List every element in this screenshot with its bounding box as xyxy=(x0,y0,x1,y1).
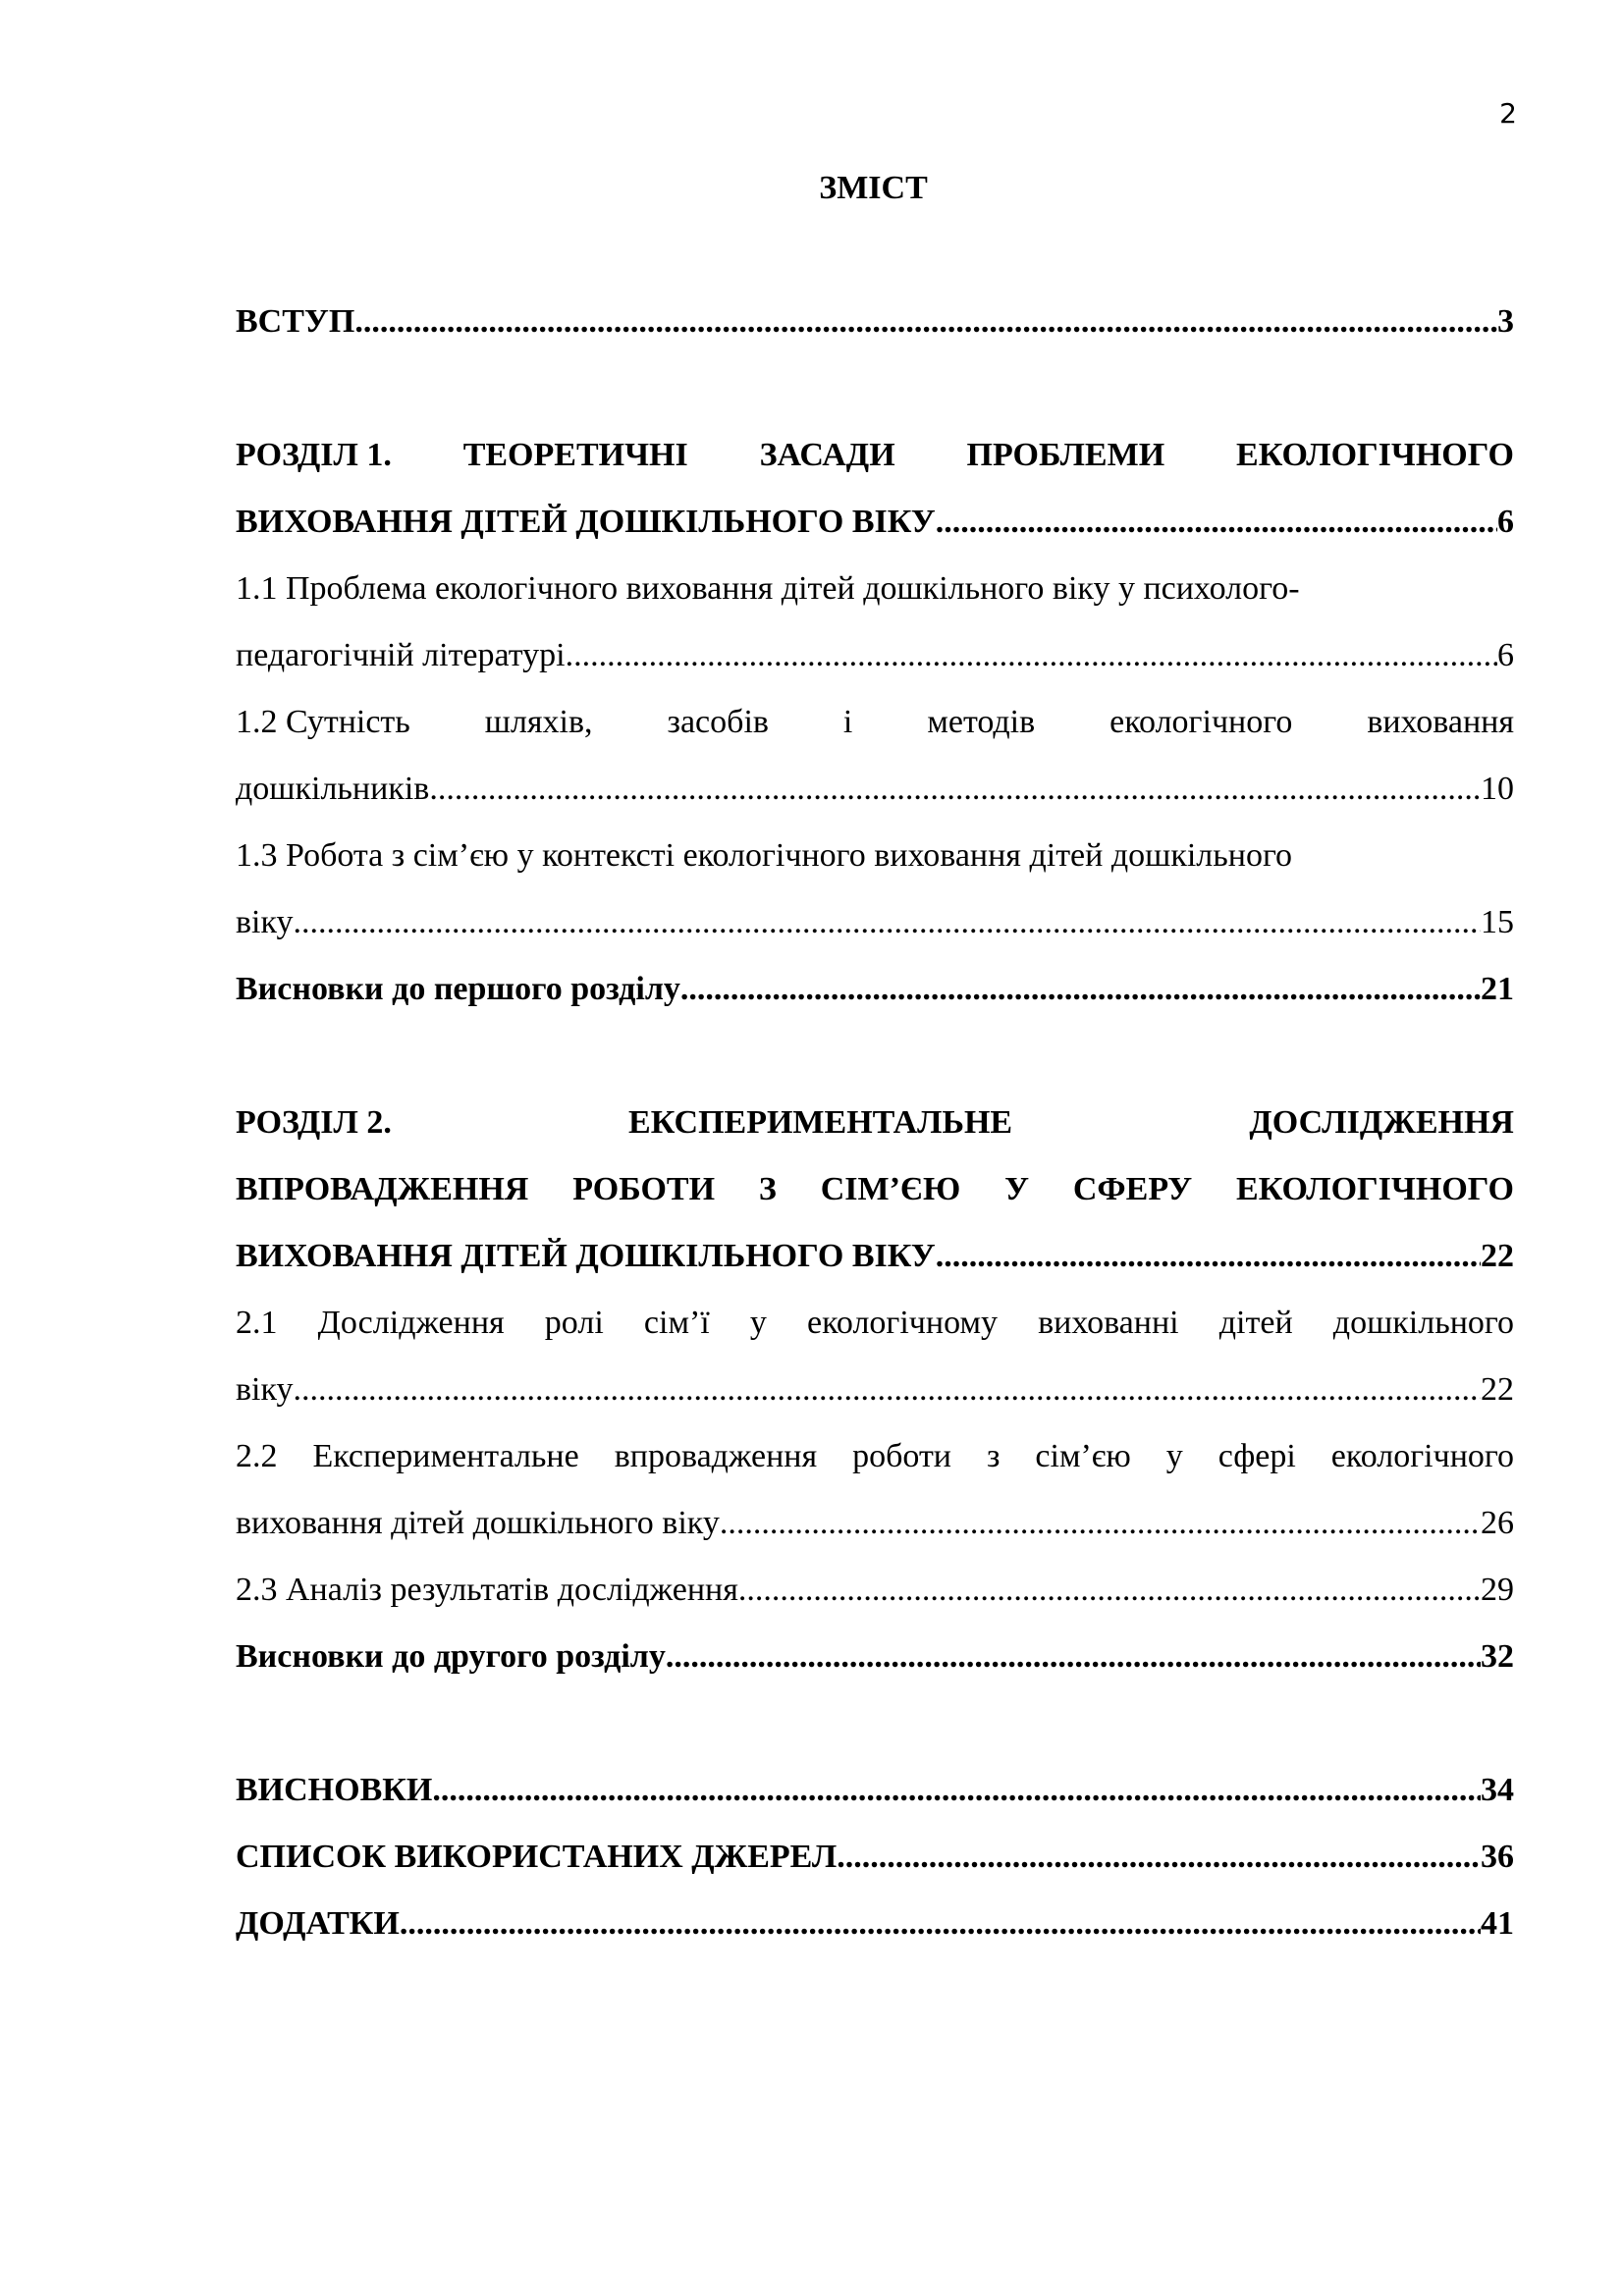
toc-entry-text: ДОДАТКИ xyxy=(236,1905,400,1942)
toc-entry-1-3-line1[interactable]: 1.3 Робота з сім’єю у контексті екологічного виховання дітей дошкільного xyxy=(236,837,1293,874)
toc-entry-1-1-line1[interactable]: 1.1 Проблема екологічного виховання дітей дошкільного віку у психолого- xyxy=(236,570,1300,607)
toc-entry-1-1-line2[interactable] xyxy=(236,622,1514,689)
dot-leader xyxy=(936,489,1497,556)
toc-page-number: 22 xyxy=(1481,1371,1514,1408)
dot-leader xyxy=(936,1223,1481,1290)
toc-entry-text: Висновки до другого розділу xyxy=(236,1638,666,1675)
toc-entry-2-3[interactable] xyxy=(236,1557,1514,1624)
toc-word: ЕКСПЕРИМЕНТАЛЬНЕ xyxy=(628,1104,1013,1141)
dot-leader xyxy=(400,1891,1481,1957)
toc-entry-section1-line2[interactable] xyxy=(236,489,1514,556)
toc-entry-appendices[interactable] xyxy=(236,1891,1514,1957)
toc-entry-sources[interactable] xyxy=(236,1824,1514,1891)
toc-entry-section2-line2[interactable]: ВПРОВАДЖЕННЯ РОБОТИ З СІМ’ЄЮ У СФЕРУ ЕКОЛОГІЧНОГО xyxy=(236,1171,1514,1207)
toc-word: ДОСЛІДЖЕННЯ xyxy=(1249,1104,1514,1141)
toc-word: ЗАСАДИ xyxy=(759,437,895,473)
toc-word: шляхів, xyxy=(484,704,593,740)
toc-page-number: 36 xyxy=(1481,1839,1514,1875)
toc-word: методів xyxy=(927,704,1036,740)
dot-leader xyxy=(294,1357,1481,1423)
toc-word: ТЕОРЕТИЧНІ xyxy=(462,437,688,473)
toc-entry-text: ВСТУП xyxy=(236,303,355,340)
dot-leader xyxy=(354,289,1497,355)
dot-leader xyxy=(294,889,1481,956)
toc-word: РОЗДІЛ 2. xyxy=(236,1104,392,1141)
dot-leader xyxy=(429,756,1481,823)
dot-leader xyxy=(666,1624,1481,1690)
toc-entry-1-2-line2[interactable] xyxy=(236,756,1514,823)
toc-entry-section2-line1[interactable] xyxy=(236,1090,1514,1156)
toc-entry-2-2-line1[interactable]: 2.2 Експериментальне впровадження роботи з сім’єю у сфері екологічного xyxy=(236,1438,1514,1474)
toc-entry-conclusions2[interactable] xyxy=(236,1624,1514,1690)
toc-page-number: 21 xyxy=(1481,971,1514,1007)
toc-page-number: 6 xyxy=(1497,504,1514,540)
toc-word: ПРОБЛЕМИ xyxy=(966,437,1165,473)
toc-entry-text: віку xyxy=(236,904,294,940)
toc-entry-text: дошкільників xyxy=(236,771,430,807)
toc-entry-text: віку xyxy=(236,1371,294,1408)
toc-page-number: 15 xyxy=(1481,904,1514,940)
toc-entry-2-2-line2[interactable] xyxy=(236,1490,1514,1557)
toc-word: ЕКОЛОГІЧНОГО xyxy=(1236,437,1514,473)
toc-entry-conclusions1[interactable] xyxy=(236,956,1514,1023)
toc-word: 1.2 Сутність xyxy=(236,704,410,740)
toc-entry-text: педагогічній літературі xyxy=(236,637,566,673)
toc-entry-text: Висновки до першого розділу xyxy=(236,971,680,1007)
toc-page-number: 22 xyxy=(1481,1238,1514,1274)
toc-entry-text: ВИСНОВКИ xyxy=(236,1772,433,1808)
toc-entry-text: ВИХОВАННЯ ДІТЕЙ ДОШКІЛЬНОГО ВІКУ xyxy=(236,1238,936,1274)
toc-entry-conclusions[interactable] xyxy=(236,1757,1514,1824)
toc-entry-text: виховання дітей дошкільного віку xyxy=(236,1505,720,1541)
toc-entry-text: 2.3 Аналіз результатів дослідження xyxy=(236,1572,738,1608)
toc-page-number: 41 xyxy=(1481,1905,1514,1942)
toc-word: РОЗДІЛ 1. xyxy=(236,437,392,473)
toc-word: виховання xyxy=(1367,704,1514,740)
toc-entry-text: ВИХОВАННЯ ДІТЕЙ ДОШКІЛЬНОГО ВІКУ xyxy=(236,504,936,540)
toc-entry-text: СПИСОК ВИКОРИСТАНИХ ДЖЕРЕЛ xyxy=(236,1839,838,1875)
toc-page-number: 26 xyxy=(1481,1505,1514,1541)
toc-entry-1-2-line1[interactable] xyxy=(236,689,1514,756)
dot-leader xyxy=(680,956,1481,1023)
toc-word: і xyxy=(842,704,853,740)
toc-entry-intro[interactable] xyxy=(236,289,1514,355)
toc-entry-section1-line1[interactable] xyxy=(236,422,1514,489)
toc-page-number: 3 xyxy=(1497,303,1514,340)
toc-page-number: 32 xyxy=(1481,1638,1514,1675)
dot-leader xyxy=(738,1557,1481,1624)
dot-leader xyxy=(432,1757,1481,1824)
dot-leader xyxy=(566,622,1497,689)
toc-entry-1-3-line2[interactable] xyxy=(236,889,1514,956)
toc-page-number: 34 xyxy=(1481,1772,1514,1808)
page-number: 2 xyxy=(1499,97,1517,130)
dot-leader xyxy=(837,1824,1481,1891)
toc-word: екологічного xyxy=(1109,704,1293,740)
toc-entry-section2-line3[interactable] xyxy=(236,1223,1514,1290)
toc-entry-2-1-line1[interactable]: 2.1 Дослідження ролі сім’ї у екологічному вихованні дітей дошкільного xyxy=(236,1305,1514,1341)
page-title: ЗМІСТ xyxy=(819,170,928,206)
toc-entry-2-1-line2[interactable] xyxy=(236,1357,1514,1423)
toc-page-number: 6 xyxy=(1497,637,1514,673)
toc-page-number: 29 xyxy=(1481,1572,1514,1608)
toc-word: засобів xyxy=(667,704,769,740)
dot-leader xyxy=(720,1490,1481,1557)
toc-page-number: 10 xyxy=(1481,771,1514,807)
